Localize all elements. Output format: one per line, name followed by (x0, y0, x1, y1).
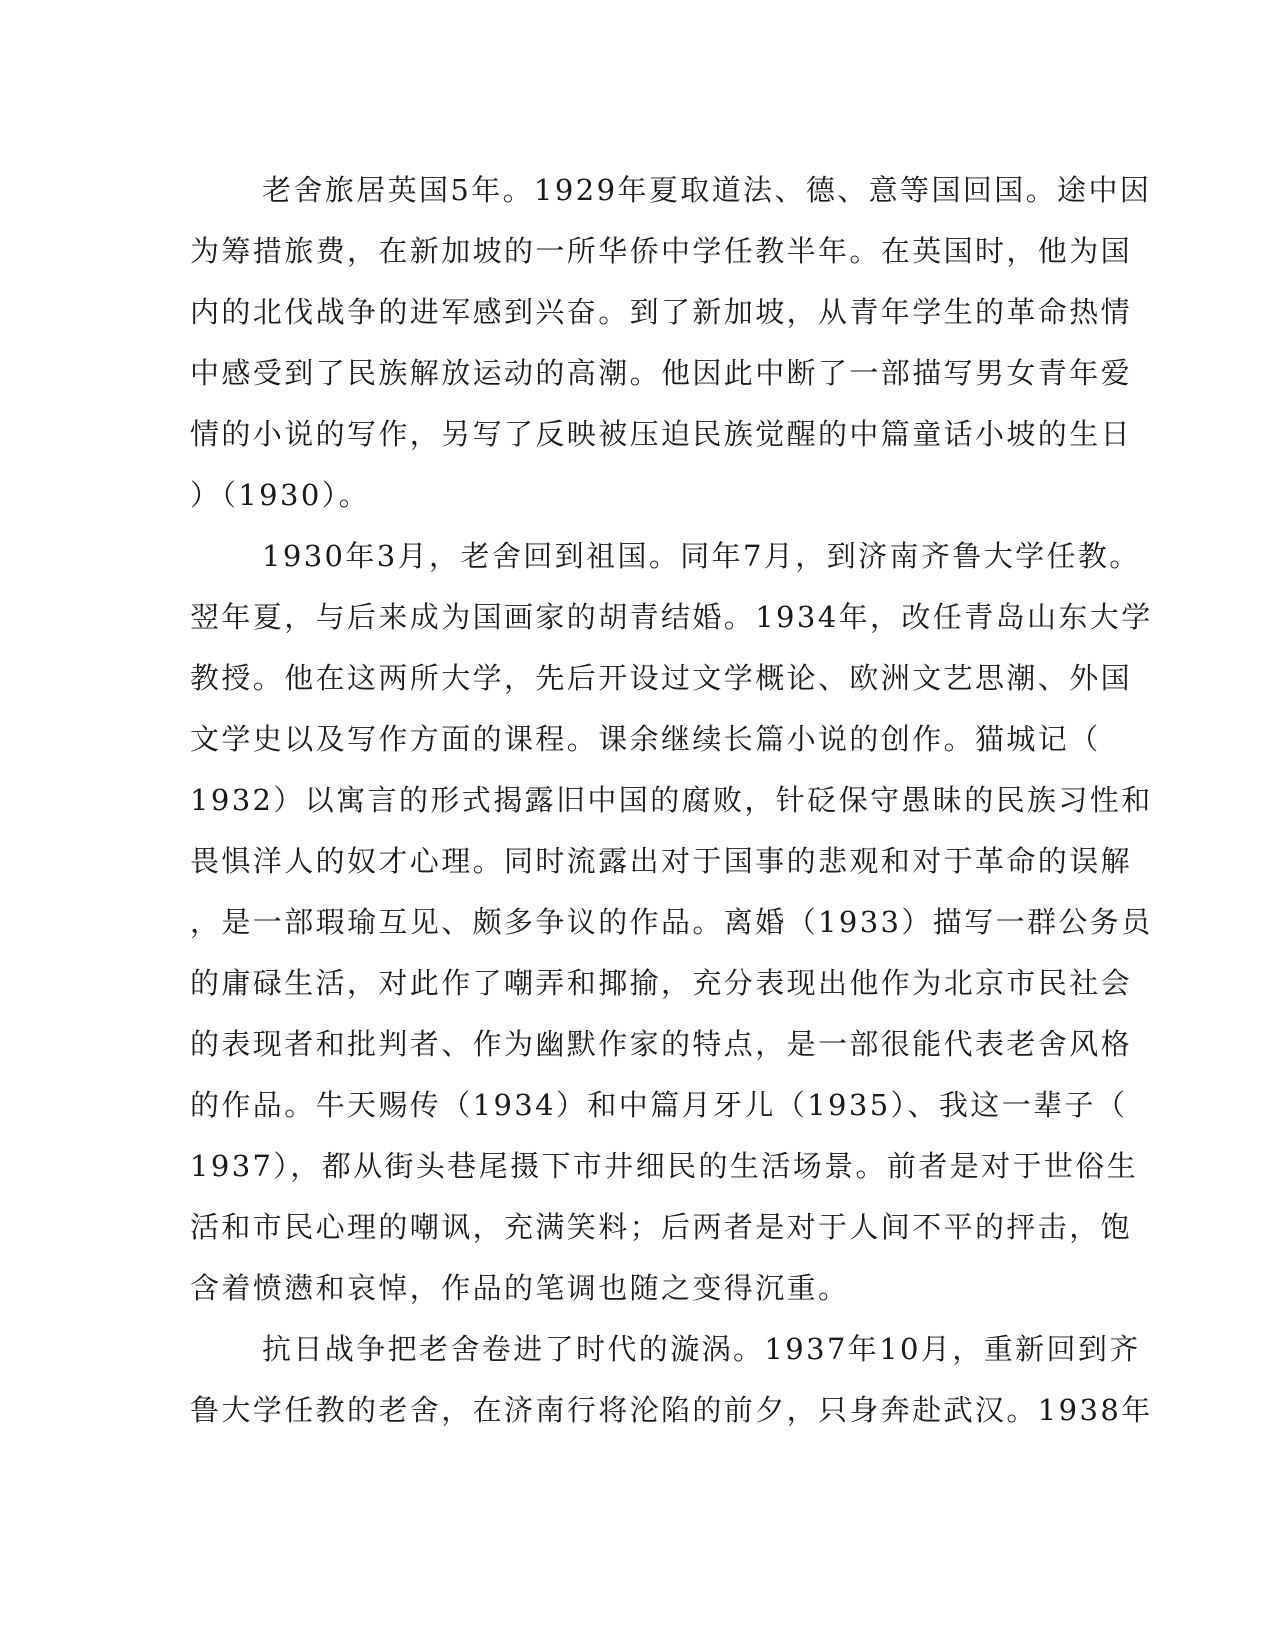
text-line: 1930年3月，老舍回到祖国。同年7月，到济南齐鲁大学任教。 (262, 539, 1141, 573)
text-line: 1932）以寓言的形式揭露旧中国的腐败，针砭保守愚昧的民族习性和 (190, 783, 1153, 817)
text-line: 的作品。牛天赐传（1934）和中篇月牙儿（1935）、我这一辈子（ (190, 1088, 1128, 1122)
text-line: 的庸碌生活，对此作了嘲弄和揶揄，充分表现出他作为北京市民社会 (190, 966, 1133, 1000)
text-line: ，是一部瑕瑜互见、颇多争议的作品。离婚（1933）描写一群公务员 (190, 905, 1153, 939)
text-line: 活和市民心理的嘲讽，充满笑料；后两者是对于人间不平的抨击，饱 (190, 1210, 1133, 1244)
text-line: ）（1930）。 (190, 478, 371, 512)
text-line: 1937），都从街头巷尾摄下市井细民的生活场景。前者是对于世俗生 (190, 1149, 1139, 1183)
text-line: 文学史以及写作方面的课程。课余继续长篇小说的创作。猫城记（ (190, 722, 1101, 756)
text-line: 鲁大学任教的老舍，在济南行将沦陷的前夕，只身奔赴武汉。1938年 (190, 1393, 1153, 1427)
body-text (190, 160, 1153, 1441)
text-line: 内的北伐战争的进军感到兴奋。到了新加坡，从青年学生的革命热情 (190, 295, 1133, 329)
text-line: 含着愤懑和哀悼，作品的笔调也随之变得沉重。 (190, 1271, 850, 1305)
text-line: 为筹措旅费，在新加坡的一所华侨中学任教半年。在英国时，他为国 (190, 234, 1133, 268)
paragraph (190, 160, 1152, 526)
text-line: 教授。他在这两所大学，先后开设过文学概论、欧洲文艺思潮、外国 (190, 661, 1133, 695)
text-line: 翌年夏，与后来成为国画家的胡青结婚。1934年，改任青岛山东大学 (190, 600, 1153, 634)
paragraph (190, 1319, 1153, 1441)
text-line: 情的小说的写作，另写了反映被压迫民族觉醒的中篇童话小坡的生日 (190, 417, 1133, 451)
text-line: 老舍旅居英国5年。1929年夏取道法、德、意等国回国。途中因 (262, 173, 1152, 207)
text-line: 中感受到了民族解放运动的高潮。他因此中断了一部描写男女青年爱 (190, 356, 1133, 390)
text-line: 抗日战争把老舍卷进了时代的漩涡。1937年10月，重新回到齐 (262, 1332, 1141, 1366)
paragraph (190, 526, 1153, 1319)
text-line: 畏惧洋人的奴才心理。同时流露出对于国事的悲观和对于革命的误解 (190, 844, 1133, 878)
text-line: 的表现者和批判者、作为幽默作家的特点，是一部很能代表老舍风格 (190, 1027, 1133, 1061)
